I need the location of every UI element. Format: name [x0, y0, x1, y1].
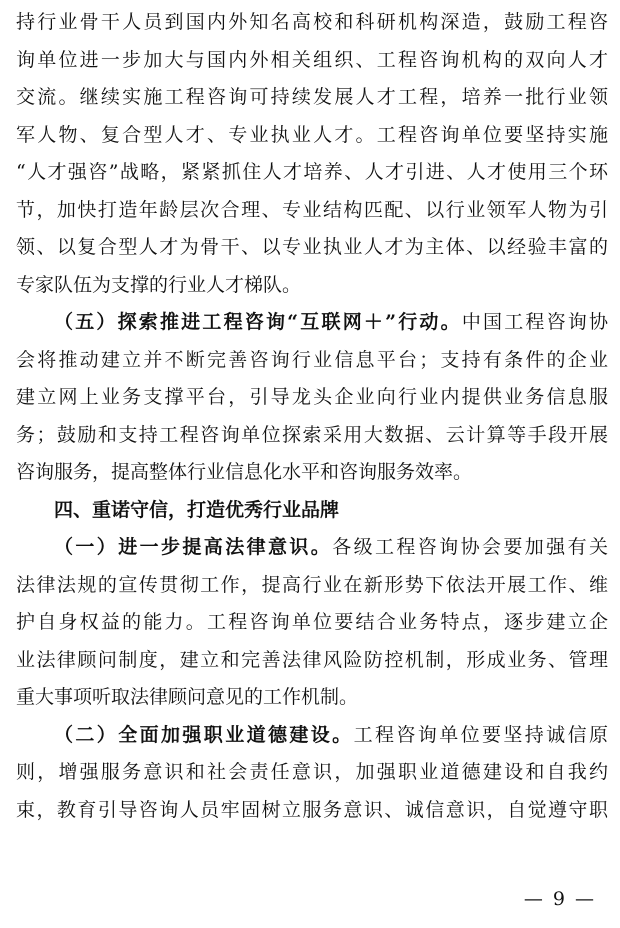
text-line: 咨询服务，提高整体行业信息化水平和咨询服务效率。	[16, 461, 473, 483]
paragraph-first-line	[16, 529, 608, 567]
text-line: 建立网上业务支撑平台，引导龙头企业向行业内提供业务信息服	[16, 386, 608, 408]
text-line: 交流。继续实施工程咨询可持续发展人才工程，培养一批行业领	[16, 86, 608, 108]
paragraph-professional-ethics	[16, 717, 608, 830]
subsection-heading: （五）探索推进工程咨询“互联网＋”行动。	[54, 311, 462, 333]
text-line: 会将推动建立并不断完善咨询行业信息平台；支持有条件的企业	[16, 348, 608, 371]
paragraph-talent	[16, 4, 608, 304]
section-heading: 四、重诺守信，打造优秀行业品牌	[54, 498, 340, 521]
text-line: 询单位进一步加大与国内外相关组织、工程咨询机构的双向人才	[16, 48, 608, 71]
text-line: 束，教育引导咨询人员牢固树立服务意识、诚信意识，自觉遵守职	[16, 798, 608, 821]
paragraph-internet-plus	[16, 304, 608, 492]
text-run: 工程咨询单位要坚持诚信原	[353, 723, 608, 746]
text-line: 则，增强服务意识和社会责任意识，加强职业道德建设和自我约	[16, 761, 608, 783]
paragraph-first-line	[16, 304, 608, 342]
text-line: 护自身权益的能力。工程咨询单位要结合业务特点，逐步建立企	[16, 611, 608, 633]
text-line: 业法律顾问制度，建立和完善法律风险防控机制，形成业务、管理	[16, 648, 608, 671]
text-line: 持行业骨干人员到国内外知名高校和科研机构深造，鼓励工程咨	[16, 11, 608, 33]
page-number: — 9 —	[523, 888, 596, 910]
text-line: 务；鼓励和支持工程咨询单位探索采用大数据、云计算等手段开展	[16, 423, 608, 446]
text-line: 重大事项听取法律顾问意见的工作机制。	[16, 686, 359, 708]
text-line: 领、以复合型人才为骨干、以专业执业人才为主体、以经验丰富的	[16, 236, 608, 258]
text-line: “人才强咨”战略，紧紧抓住人才培养、人才引进、人才使用三个环	[16, 161, 608, 183]
text-line: 节，加快打造年龄层次合理、专业结构匹配、以行业领军人物为引	[16, 198, 608, 221]
subsection-heading: （二）全面加强职业道德建设。	[54, 723, 354, 746]
text-line: 军人物、复合型人才、专业执业人才。工程咨询单位要坚持实施	[16, 123, 608, 146]
paragraph-first-line	[16, 717, 608, 755]
paragraph-legal-awareness	[16, 529, 608, 717]
text-line: 法律法规的宣传贯彻工作，提高行业在新形势下依法开展工作、维	[16, 573, 608, 596]
subsection-heading: （一）进一步提高法律意识。	[54, 536, 333, 558]
document-page	[16, 4, 608, 829]
text-line: 专家队伍为支撑的行业人才梯队。	[16, 273, 302, 296]
text-run: 中国工程咨询协	[461, 311, 608, 333]
text-run: 各级工程咨询协会要加强有关	[332, 536, 608, 558]
